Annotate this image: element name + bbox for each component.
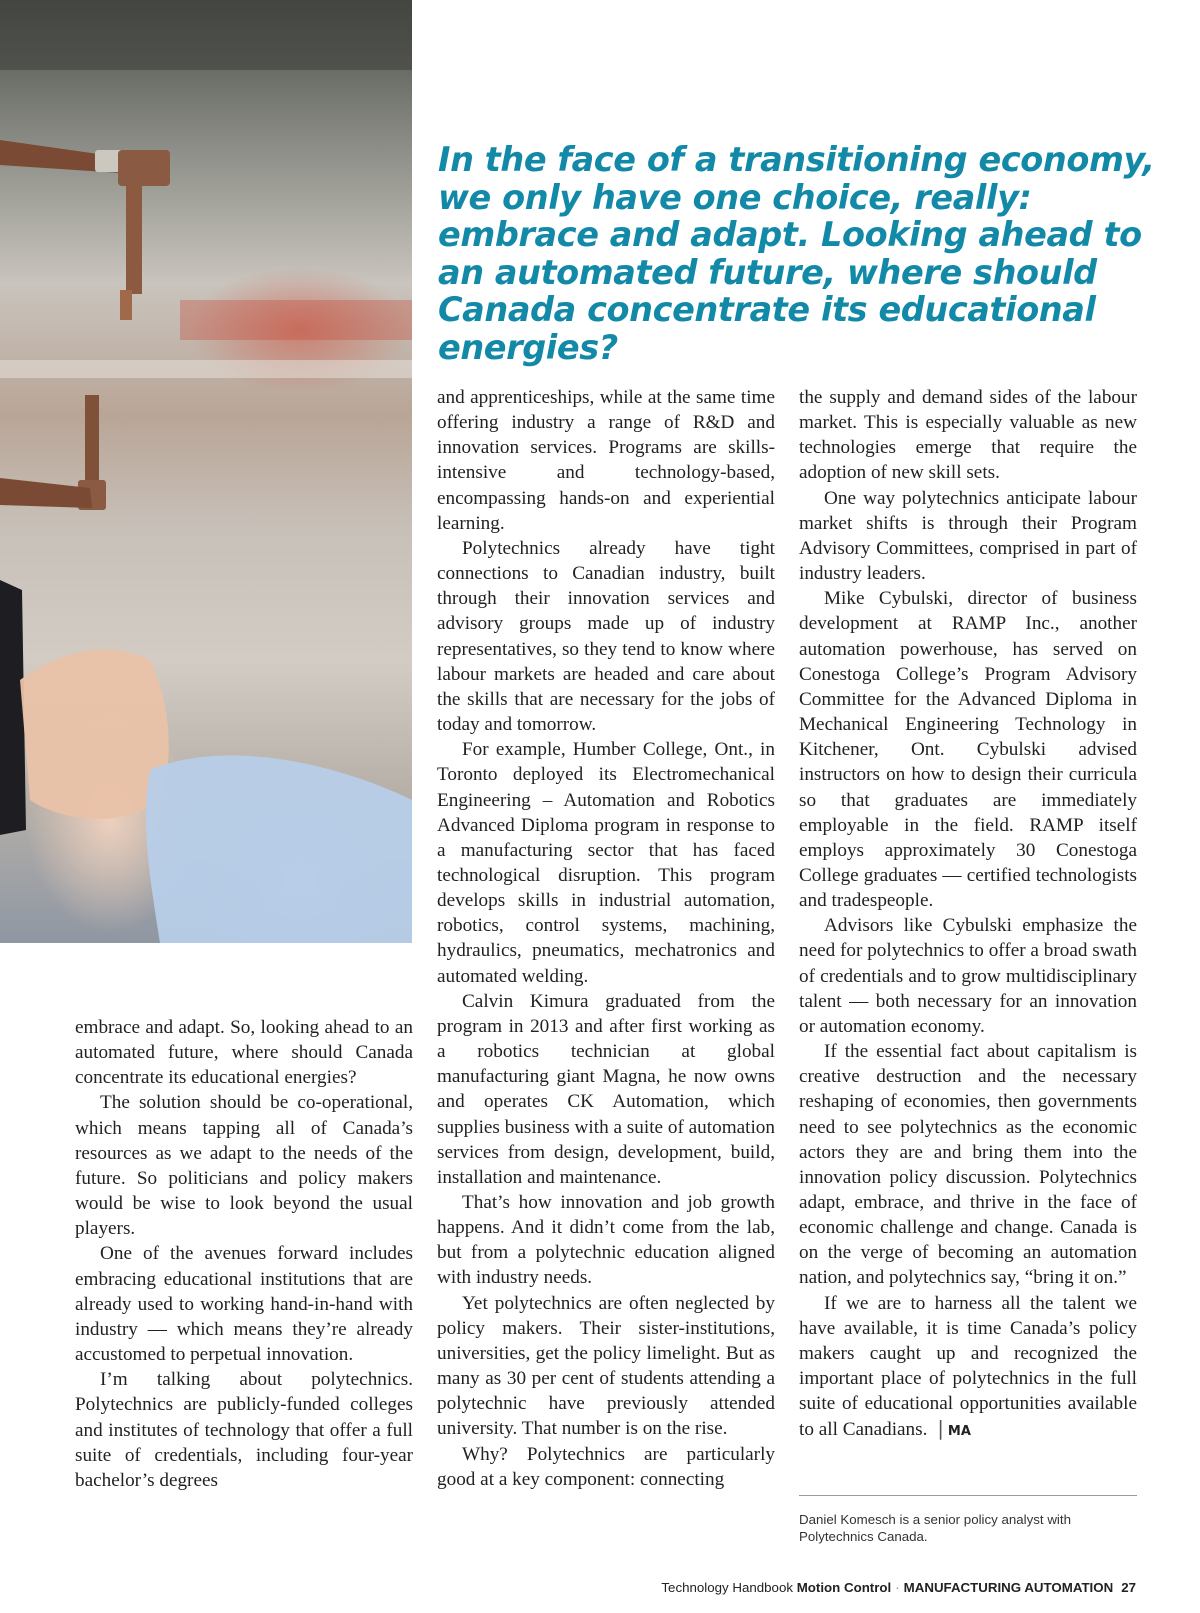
paragraph: Polytechnics already have tight connections to Canadian industry, built through their innovation services and advisory groups made up of industry representatives, so they tend to know where labour markets are headed and care about the skills that are necessary for the jobs of today and tomorrow. xyxy=(437,537,775,736)
paragraph: Why? Polytechnics are particularly good at a key component: connecting xyxy=(437,1443,775,1490)
paragraph: If the essential fact about capitalism is creative destruction and the necessary reshaping of economies, then governments need to see polytechnics as the economic actors they are and bring them into the innovation policy discussion. Polytechnics adapt, embrace, and thrive in the face of economic challenge and change. Canada is on the verge of becoming an automation nation, and polytechnics say, “bring it on.” xyxy=(799,1041,1137,1289)
bio-divider xyxy=(799,1495,1137,1496)
end-mark: MA xyxy=(947,1424,971,1440)
author-bio: Daniel Komesch is a senior policy analyst with Polytechnics Canada. xyxy=(799,1512,1071,1544)
footer-magazine: MANUFACTURING AUTOMATION xyxy=(903,1580,1114,1595)
robot-arm-illustration xyxy=(0,0,412,943)
footer-handbook: Technology Handbook xyxy=(661,1580,793,1595)
end-divider: | xyxy=(937,1417,944,1441)
pull-quote-headline: In the face of a transitioning economy, we only have one choice, really: embrace and adapt. Looking ahead to an automated future, where should Canada concentrate its educational energies? xyxy=(438,140,1155,367)
footer-separator: · xyxy=(895,1580,900,1595)
paragraph: For example, Humber College, Ont., in Toronto deployed its Electromechanical Engineering – Automation and Robotics Advanced Diploma program in response to a manufacturing sector that has faced technological disruption. This program develops skills in industrial automation, robotics, control systems, machining, hydraulics, pneumatics, mechatronics and automated welding. xyxy=(437,739,775,987)
page-footer xyxy=(661,1580,1136,1595)
paragraph-final-text: If we are to harness all the talent we have available, it is time Canada’s policy makers caught up and recognized the important place of polytechnics in the full suite of educational opportunities available to all Canadians. xyxy=(799,1292,1137,1441)
paragraph: Advisors like Cybulski emphasize the need for polytechnics to offer a broad swath of credentials and to grow multidisciplinary talent — both necessary for an innovation or automation economy. xyxy=(799,915,1137,1037)
paragraph: the supply and demand sides of the labour market. This is especially valuable as new technologies emerge that require the adoption of new skill sets. xyxy=(799,387,1137,484)
paragraph-final xyxy=(799,1291,1137,1445)
footer-section: Motion Control xyxy=(796,1580,892,1595)
paragraph: Yet polytechnics are often neglected by policy makers. Their sister-institutions, universities, get the policy limelight. But as many as 30 per cent of students attending a polytechnic have previously attended university. That number is on the rise. xyxy=(437,1292,775,1440)
article-column-1 xyxy=(75,1015,413,1493)
paragraph: Calvin Kimura graduated from the program in 2013 and after first working as a robotics technician at global manufacturing giant Magna, he now owns and operates CK Automation, which supplies business with a suite of automation services from design, development, build, installation and maintenance. xyxy=(437,990,775,1188)
paragraph: The solution should be co-operational, which means tapping all of Canada’s resources as we adapt to the needs of the future. So politicians and policy makers would be wise to look beyond the usual players. xyxy=(75,1092,413,1240)
paragraph: One of the avenues forward includes embracing educational institutions that are already used to working hand-in-hand with industry — which means they’re already accustomed to perpetual innovation. xyxy=(75,1243,413,1366)
paragraph: That’s how innovation and job growth happens. And it didn’t come from the lab, but from a polytechnic education aligned with industry needs. xyxy=(437,1192,775,1289)
paragraph: and apprenticeships, while at the same time offering industry a range of R&D and innovation services. Programs are skills-intensive and technology-based, encompassing hands-on and experiential learning. xyxy=(437,387,775,534)
paragraph: Mike Cybulski, director of business development at RAMP Inc., another automation powerhouse, has served on Conestoga College’s Program Advisory Committee for the Advanced Diploma in Mechanical Engineering Technology in Kitchener, Ont. Cybulski advised instructors on how to design their curricula so that graduates are immediately employable in the field. RAMP itself employs approximately 30 Conestoga College graduates — certified technologists and tradespeople. xyxy=(799,588,1137,912)
article-photo xyxy=(0,0,412,943)
article-column-3 xyxy=(799,385,1137,1445)
page-number: 27 xyxy=(1121,1580,1136,1595)
paragraph: embrace and adapt. So, looking ahead to an automated future, where should Canada concentrate its educational energies? xyxy=(75,1017,413,1089)
article-column-2 xyxy=(437,385,775,1492)
paragraph: I’m talking about polytechnics. Polytechnics are publicly-funded colleges and institutes of technology that offer a full suite of credentials, including four-year bachelor’s degrees xyxy=(75,1369,413,1491)
paragraph: One way polytechnics anticipate labour market shifts is through their Program Advisory Committees, comprised in part of industry leaders. xyxy=(799,487,1137,585)
